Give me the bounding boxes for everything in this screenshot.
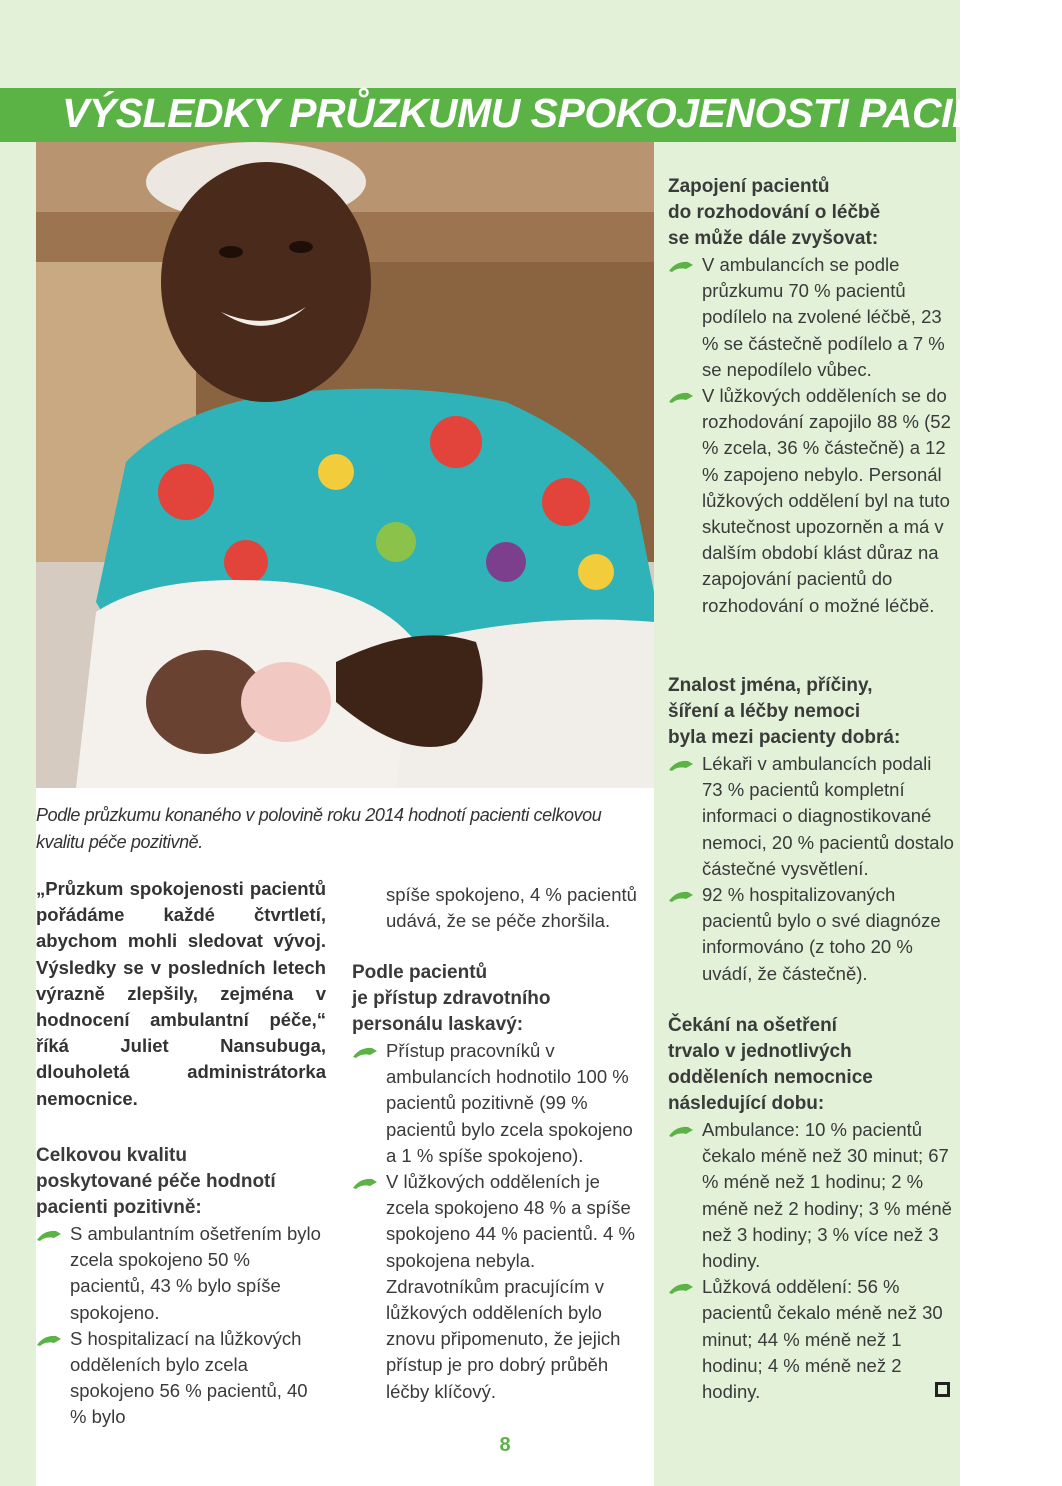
list-item: Lůžková oddělení: 56 % pacientů čekalo méně než 30 minut; 44 % méně než 1 hodinu; 4 % méně než 2 hodiny. <box>668 1274 956 1405</box>
green-pen-bullet-icon <box>668 889 694 903</box>
list-item: S hospitalizací na lůžkových odděleních bylo zcela spokojeno 56 % pacientů, 40 % bylo <box>36 1326 326 1431</box>
list-item: Lékaři v ambulancích podali 73 % pacientů kompletní informaci o diagnostikované nemoci, 20 % pacientů dostalo částečné vysvětlení. <box>668 751 956 882</box>
green-pen-bullet-icon <box>36 1228 62 1242</box>
bullet-list <box>668 1117 956 1405</box>
green-pen-bullet-icon <box>668 758 694 772</box>
section-disease-knowledge <box>668 673 956 987</box>
list-item: V lůžkových odděleních se do rozhodování zapojilo 88 % (52 % zcela, 36 % částečně) a 12 % zapojeno nebylo. Personál lůžkových oddělení byl na tuto skutečnost upozorněn a má v dalším období klást důraz na zapojování pacientů do rozhodování o možné léčbě. <box>668 383 956 619</box>
bullet-list <box>668 751 956 987</box>
green-pen-bullet-icon <box>668 1124 694 1138</box>
green-pen-bullet-icon <box>668 390 694 404</box>
continued-text: spíše spokojeno, 4 % pacientů udává, že se péče zhoršila. <box>386 884 637 932</box>
section-overall-quality <box>36 1143 326 1431</box>
green-pen-bullet-icon <box>352 1045 378 1059</box>
list-item: 92 % hospitalizovaných pacientů bylo o své diagnóze informováno (z toho 20 % uvádí, že částečně). <box>668 882 956 987</box>
section-heading: Čekání na ošetření trvalo v jednotlivých odděleních nemocnice následující dobu: <box>668 1015 873 1114</box>
green-pen-bullet-icon <box>668 1281 694 1295</box>
left-margin-background <box>0 0 36 1486</box>
list-item: S ambulantním ošetřením bylo zcela spokojeno 50 % pacientů, 43 % bylo spíše spokojeno. <box>36 1221 326 1326</box>
section-staff-approach <box>352 960 638 1405</box>
section-waiting-times <box>668 1013 956 1405</box>
section-heading: Znalost jména, příčiny, šíření a léčby nemoci byla mezi pacienty dobrá: <box>668 675 901 748</box>
section-heading: Celkovou kvalitu poskytované péče hodnotí pacienti pozitivně: <box>36 1145 276 1218</box>
section-heading: Zapojení pacientů do rozhodování o léčbě se může dále zvyšovat: <box>668 176 881 249</box>
section-patient-involvement <box>668 174 956 619</box>
bullet-list <box>36 1221 326 1431</box>
green-pen-bullet-icon <box>668 259 694 273</box>
bullet-list <box>352 1038 638 1405</box>
bullet-list <box>668 252 956 619</box>
pull-quote: „Průzkum spokojenosti pacientů pořádáme každé čtvrtletí, abychom mohli sledovat vývoj. Výsledky se v posledních letech výrazně zlepšily, zejména v hodnocení ambulantní péče,“ říká Juliet Nansubuga, dlouholetá administrátorka nemocnice. <box>36 878 326 1109</box>
photo-caption: Podle průzkumu konaného v polovině roku 2014 hodnotí pacienti celkovou kvalitu péče pozitivně. <box>36 805 602 852</box>
page-number: 8 <box>499 1434 511 1456</box>
list-item: Přístup pracovníků v ambulancích hodnotilo 100 % pacientů pozitivně (99 % pacientů bylo zcela spokojeno a 1 % spíše spokojeno). <box>352 1038 638 1169</box>
green-pen-bullet-icon <box>352 1176 378 1190</box>
list-item: V ambulancích se podle průzkumu 70 % pacientů podílelo na zvolené léčbě, 23 % se částečně podílelo a 7 % se nepodílelo vůbec. <box>668 252 956 383</box>
page-title: VÝSLEDKY PRŮZKUMU SPOKOJENOSTI PACIENTŮ <box>62 90 1062 136</box>
photo-mother-with-baby <box>36 142 654 788</box>
end-of-article-box-icon <box>935 1382 950 1397</box>
section-heading: Podle pacientů je přístup zdravotního personálu laskavý: <box>352 962 551 1035</box>
list-item: V lůžkových odděleních je zcela spokojeno 48 % a spíše spokojeno 44 % pacientů. 4 % spokojena nebyla. Zdravotníkům pracujícím v lůžkových odděleních bylo znovu připomenuto, že jejich přístup je pro dobrý průběh léčby klíčový. <box>352 1169 638 1405</box>
list-item: Ambulance: 10 % pacientů čekalo méně než 30 minut; 67 % méně než 1 hodinu; 2 % méně než 2 hodiny; 3 % méně než 3 hodiny; 3 % více než 3 hodiny. <box>668 1117 956 1274</box>
green-pen-bullet-icon <box>36 1333 62 1347</box>
